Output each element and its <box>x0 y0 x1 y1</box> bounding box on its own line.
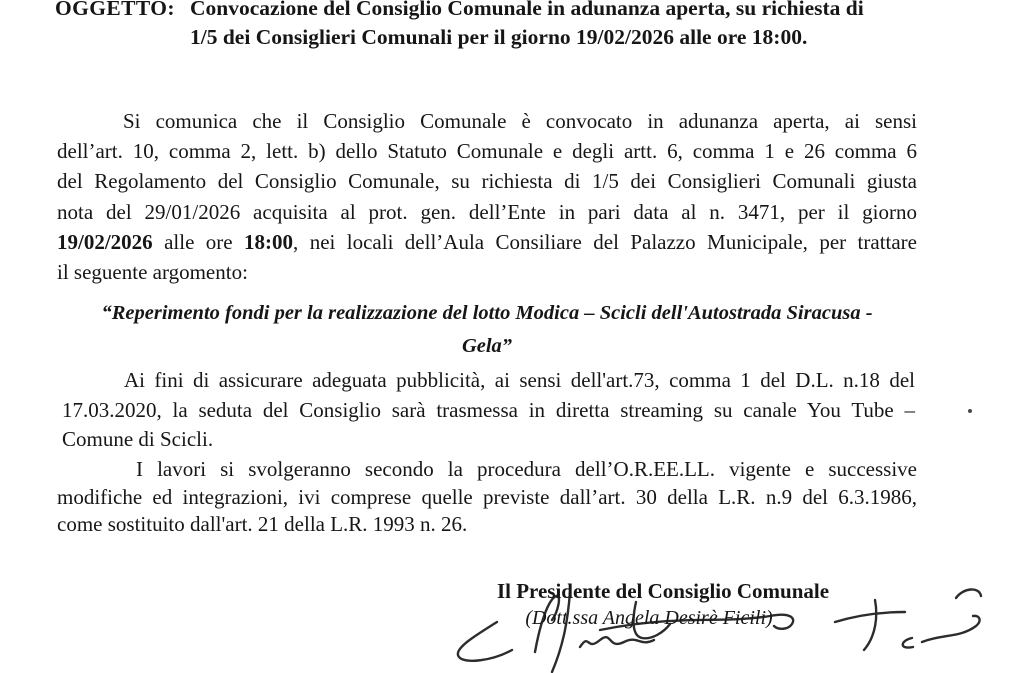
motion-title <box>57 297 917 363</box>
paragraph-line: Comune di Scicli. <box>62 427 214 451</box>
subject-line-1: Convocazione del Consiglio Comunale in adunanza aperta, su richiesta di <box>190 0 864 20</box>
signer-name: (Dott.ssa Angela Desirè Ficili) <box>525 607 773 629</box>
paragraph-line: Si comunica che il Consiglio Comunale è convocato in adunanza aperta, ai sensi <box>123 109 917 133</box>
paragraph-streaming <box>62 366 915 455</box>
paragraph-line: del Regolamento del Consiglio Comunale, su richiesta di 1/5 dei Consiglieri Comunali giusta <box>57 169 917 194</box>
paragraph-procedure <box>57 456 917 539</box>
paragraph-line: modifiche ed integrazioni, ivi comprese quelle previste dall’art. 30 della L.R. n.9 del 6.3.1986, <box>57 484 917 509</box>
subject-line-2: 1/5 dei Consiglieri Comunali per il giorno 19/02/2026 alle ore 18:00. <box>190 25 808 49</box>
paragraph-line: 19/02/2026 alle ore 18:00, nei locali dell’Aula Consiliare del Palazzo Municipale, per trattare <box>57 229 918 254</box>
signer-title: Il Presidente del Consiglio Comunale <box>496 579 830 603</box>
motion-title-line-1: “Reperimento fondi per la realizzazione del lotto Modica – Scicli dell'Autostrada Siracusa - <box>101 302 873 324</box>
paragraph-line: come sostituito dall'art. 21 della L.R. 1993 n. 26. <box>57 512 468 536</box>
scan-artifact-dot <box>968 409 972 413</box>
paragraph-line: I lavori si svolgeranno secondo la procedura dell’O.R.EE.LL. vigente e successive <box>136 457 917 481</box>
paragraph-line: 17.03.2020, la seduta del Consiglio sarà trasmessa in diretta streaming su canale You Tube – <box>62 397 915 422</box>
paragraph-line: Ai fini di assicurare adeguata pubblicità, ai sensi dell'art.73, comma 1 del D.L. n.18 del <box>124 368 915 392</box>
meeting-date: 19/02/2026 <box>57 229 153 254</box>
paragraph-line: dell’art. 10, comma 2, lett. b) dello Statuto Comunale e degli artt. 6, comma 1 e 26 comma 6 <box>57 139 917 164</box>
paragraph-line: il seguente argomento: <box>57 260 248 285</box>
motion-title-line-2: Gela” <box>461 335 513 357</box>
signature-block <box>472 579 854 630</box>
subject-block <box>55 0 945 52</box>
paragraph-line: nota del 29/01/2026 acquisita al prot. gen. dell’Ente in pari data al n. 3471, per il giorno <box>57 199 917 224</box>
meeting-time: 18:00 <box>244 229 294 254</box>
paragraph-convocation <box>57 106 917 287</box>
subject-label: OGGETTO: <box>55 0 175 20</box>
